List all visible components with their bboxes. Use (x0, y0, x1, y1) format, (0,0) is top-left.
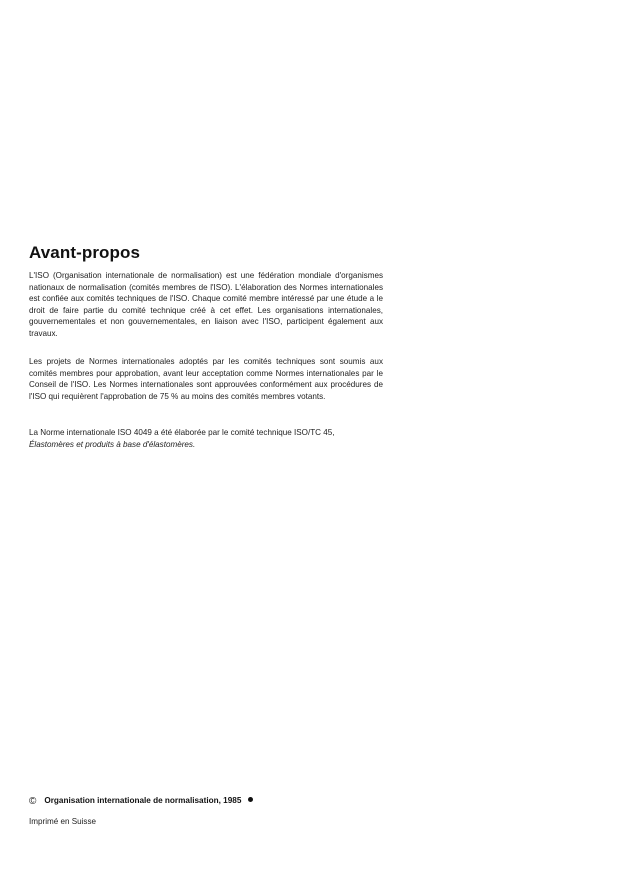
copyright-icon: © (29, 796, 37, 807)
section-heading: Avant-propos (29, 243, 141, 262)
paragraph-standard-origin (29, 427, 383, 450)
bullet-icon (248, 797, 253, 802)
copyright-line (29, 796, 253, 807)
committee-title: Élastomères et produits à base d'élastomères. (29, 439, 196, 449)
paragraph-iso-description: L'ISO (Organisation internationale de normalisation) est une fédération mondiale d'organismes nationaux de normalisation (comités membres de l'ISO). L'élaboration des Normes internationales est confiée aux comités techniques de l'ISO. Chaque comité membre intéressé par une étude a le droit de faire partie du comité technique créé à cet effet. Les organisations internationales, gouvernementales et non gouvernementales, en liaison avec l'ISO, participent également aux travaux. (29, 271, 383, 338)
printed-in-line: Imprimé en Suisse (29, 817, 97, 826)
standard-origin-text: La Norme internationale ISO 4049 a été élaborée par le comité technique ISO/TC 45, (29, 428, 335, 437)
copyright-text: Organisation internationale de normalisation, 1985 (44, 796, 242, 805)
paragraph-approval-process: Les projets de Normes internationales adoptés par les comités techniques sont soumis aux comités membres pour approbation, avant leur acceptation comme Normes internationales par le Conseil de l'ISO. Les Normes internationales sont approuvées conformément aux procédures de l'ISO qui requièrent l'approbation de 75 % au moins des comités membres votants. (29, 357, 383, 401)
